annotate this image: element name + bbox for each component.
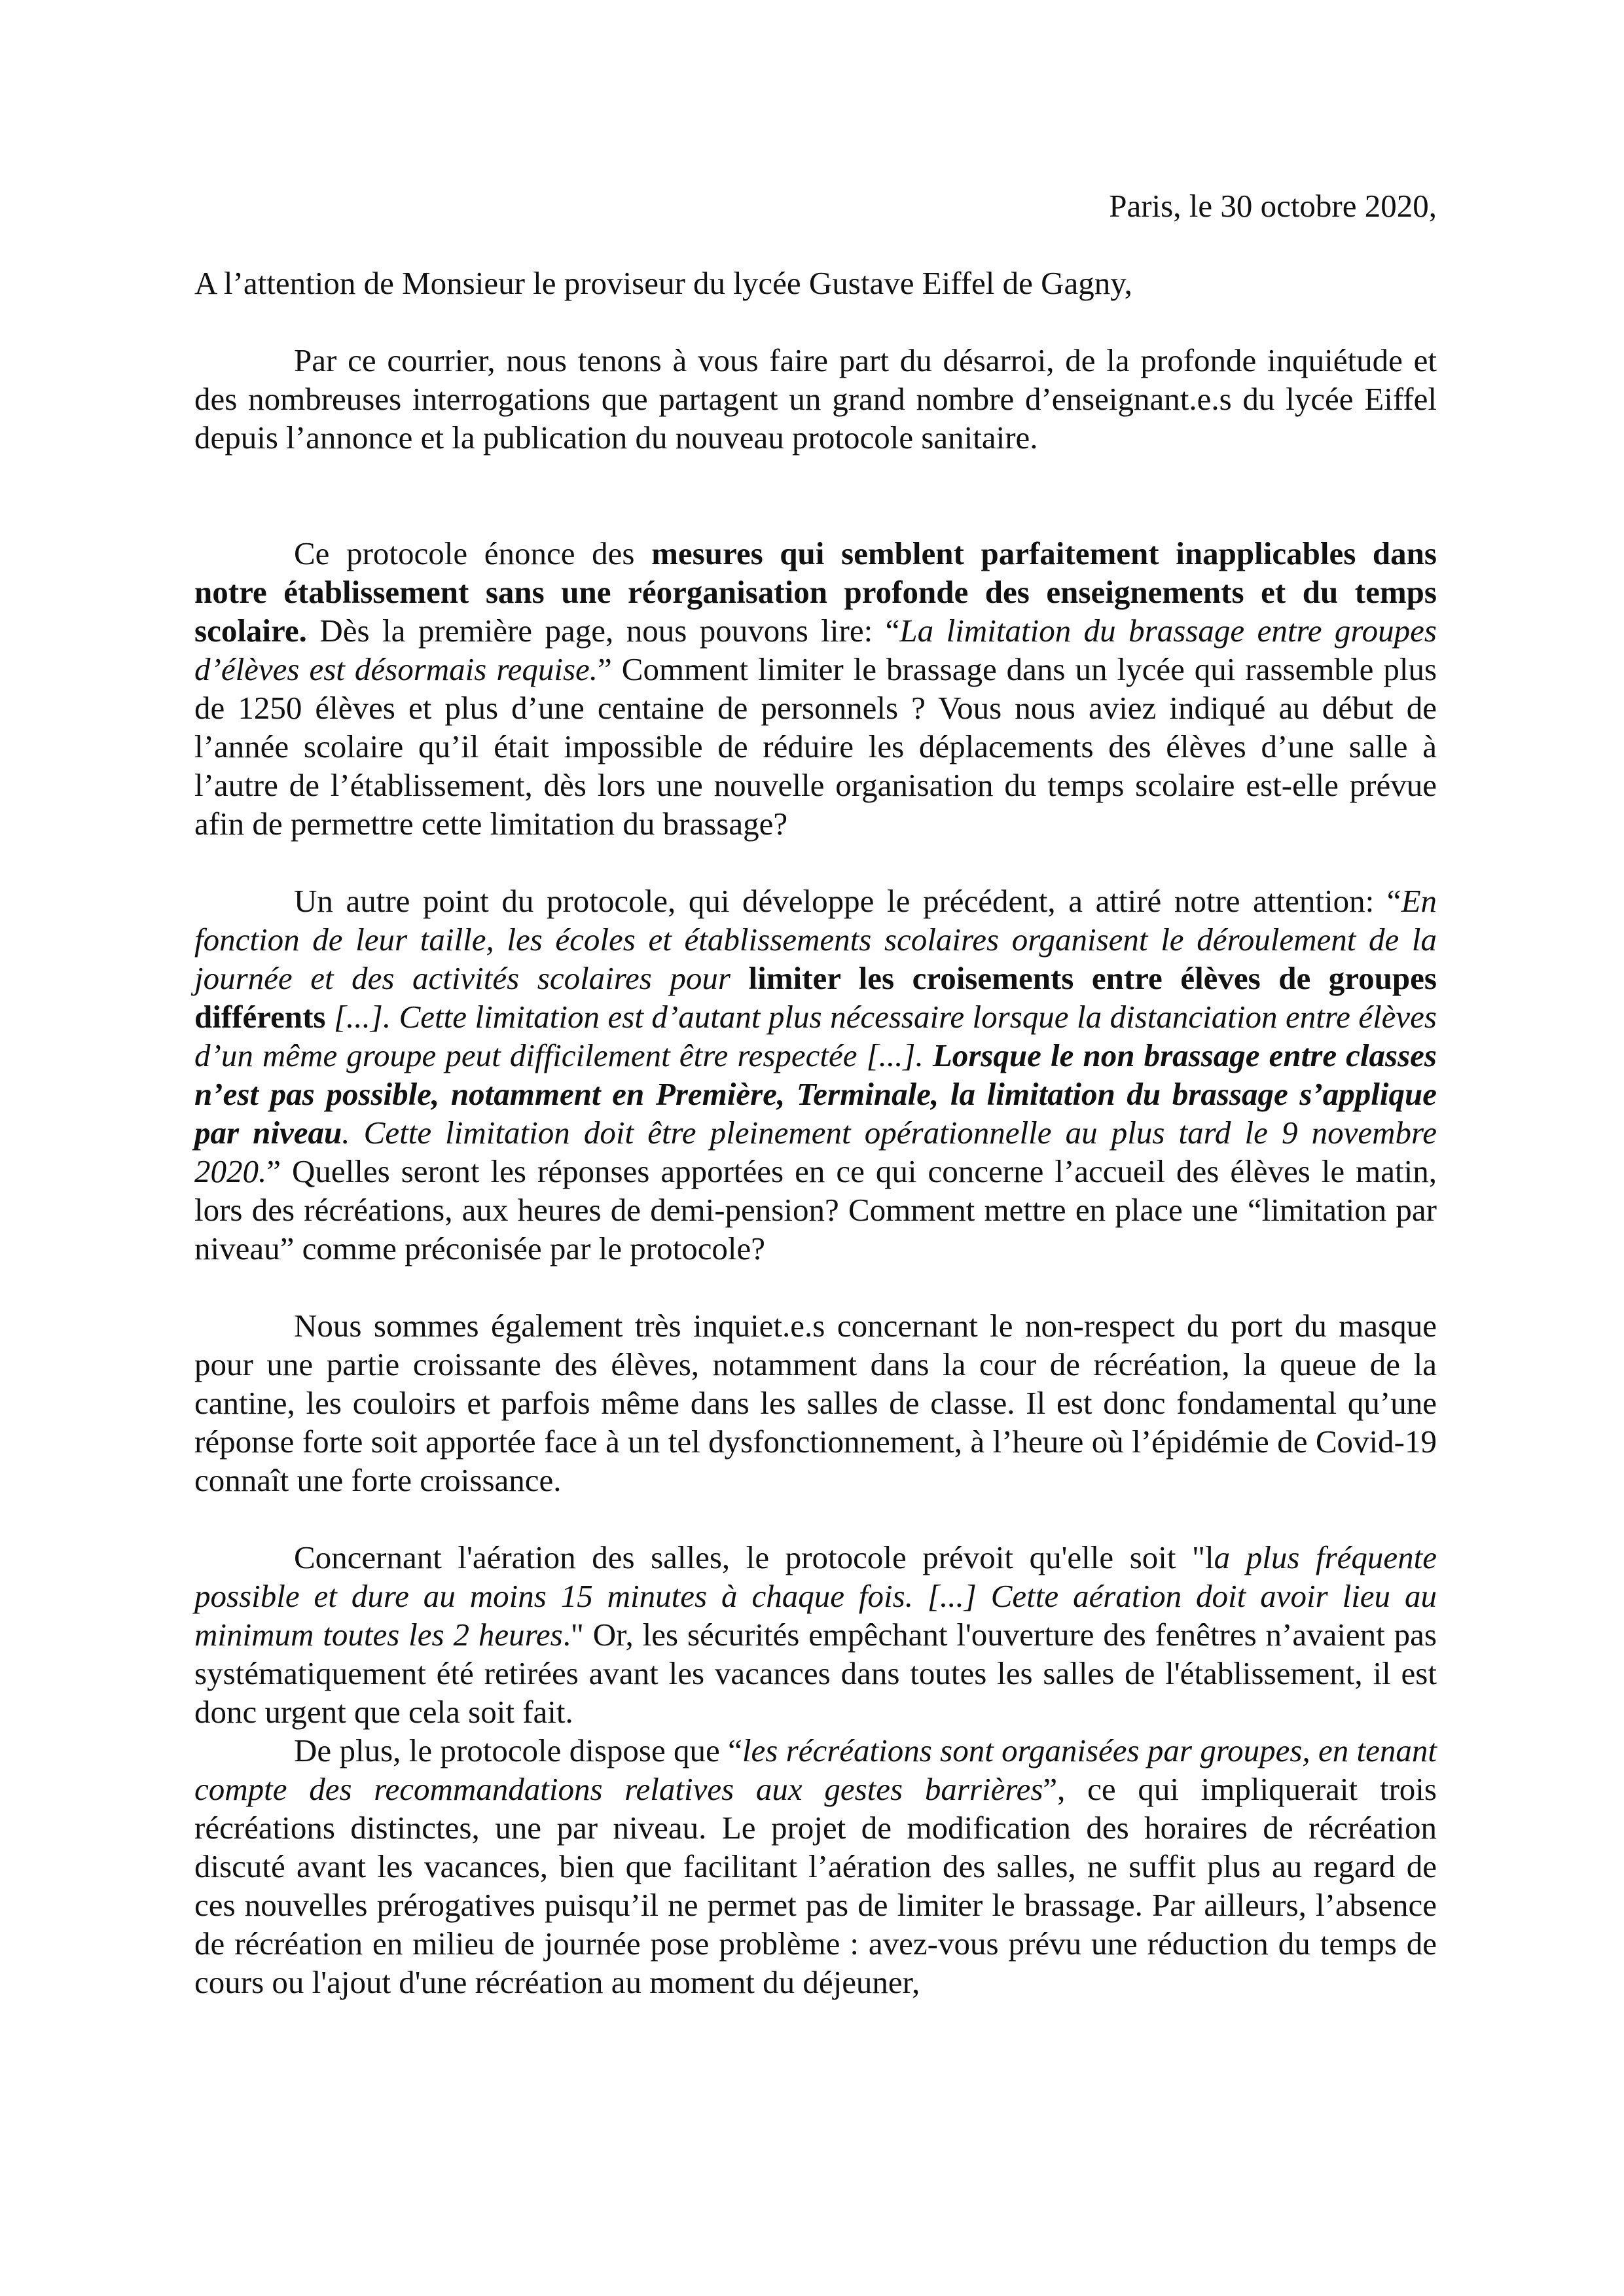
italic-quote: les récréations sont organisées par groupes, en tenant compte des recommandations relatives aux gestes barrières (194, 1732, 1437, 1807)
text-run: ”, ce qui impliquerait trois récréations distinctes, une par niveau. Le projet de modification des horaires de récréation discuté avant les vacances, bien que facilitant l’aération des salles, ne suffit plus au regard de ces nouvelles prérogatives puisqu’il ne permet pas de limiter le brassage. Par ailleurs, l’absence de récréation en milieu de journée pose problème : avez-vous prévu une réduction du temps de cours ou l'ajout d'une récréation au moment du déjeuner, (194, 1771, 1437, 2000)
paragraph-ventilation (194, 1538, 1437, 1731)
date-line: Paris, le 30 octobre 2020, (1109, 188, 1437, 224)
paragraph-masks: Nous sommes également très inquiet.e.s concernant le non-respect du port du masque pour une partie croissante des élèves, notamment dans la cour de récréation, la queue de la cantine, les couloirs et parfois même dans les salles de classe. Il est donc fondamental qu’une réponse forte soit apportée face à un tel dysfonctionnement, à l’heure où l’épidémie de Covid-19 connaît une forte croissance. (194, 1308, 1437, 1498)
text-run: Dès la première page, nous pouvons lire: “ (306, 613, 900, 649)
bold-run: mesures qui semblent parfaitement inapplicables dans notre établissement sans une réorganisation profonde des enseignements et du temps scolaire. (194, 535, 1437, 649)
paragraph-recess (194, 1731, 1437, 2001)
text-run: ." Or, les sécurités empêchant l'ouverture des fenêtres n’avaient pas systématiquement été retirées avant les vacances dans toutes les salles de l'établissement, il est donc urgent que cela soit fait. (194, 1617, 1437, 1730)
text-run: ” Quelles seront les réponses apportées en ce qui concerne l’accueil des élèves le matin, lors des récréations, aux heures de demi-pension? Comment mettre en place une “limitation par niveau” comme préconisée par le protocole? (194, 1153, 1437, 1266)
italic-quote: . Cette limitation doit être pleinement opérationnelle au plus tard le 9 novembre 2020. (194, 1115, 1437, 1189)
letter-page (194, 187, 1437, 2001)
paragraph-protocol-measures (194, 534, 1437, 843)
italic-quote: a plus fréquente possible et dure au moins 15 minutes à chaque fois. [...] Cette aération doit avoir lieu au minimum toutes les 2 heures (194, 1539, 1437, 1653)
addressee-line: A l’attention de Monsieur le proviseur du lycée Gustave Eiffel de Gagny, (194, 265, 1132, 301)
text-run: ” Comment limiter le brassage dans un lycée qui rassemble plus de 1250 élèves et plus d’une centaine de personnels ? Vous nous aviez indiqué au début de l’année scolaire qu’il était impossible de réduire les déplacements des élèves d’une salle à l’autre de l’établissement, dès lors une nouvelle organisation du temps scolaire est-elle prévue afin de permettre cette limitation du brassage? (194, 651, 1437, 842)
paragraph-intro: Par ce courrier, nous tenons à vous faire part du désarroi, de la profonde inquiétude et des nombreuses interrogations que partagent un grand nombre d’enseignant.e.s du lycée Eiffel depuis l’annonce et la publication du nouveau protocole sanitaire. (194, 342, 1437, 456)
bold-run: limiter les croisements entre élèves de groupes différents (194, 960, 1437, 1035)
bold-italic-run: Lorsque le non brassage entre classes n’est pas possible, notamment en Première, Terminale, la limitation du brassage s’applique par niveau (194, 1037, 1437, 1151)
italic-quote: [...]. Cette limitation est d’autant plus nécessaire lorsque la distanciation entre élèves d’un même groupe peut difficilement être respectée [...]. (194, 999, 1437, 1073)
italic-quote: La limitation du brassage entre groupes d’élèves est désormais requise. (194, 613, 1437, 687)
text-run: Concernant l'aération des salles, le protocole prévoit qu'elle soit "l (294, 1539, 1214, 1575)
paragraph-protocol-crossings (194, 882, 1437, 1268)
text-run: Ce protocole énonce des (294, 535, 652, 571)
text-run: Un autre point du protocole, qui développe le précédent, a attiré notre attention: “ (294, 883, 1401, 919)
text-run: De plus, le protocole dispose que “ (294, 1732, 742, 1768)
italic-quote: En fonction de leur taille, les écoles et établissements scolaires organisent le déroulement de la journée et des activités scolaires pour (194, 883, 1437, 996)
